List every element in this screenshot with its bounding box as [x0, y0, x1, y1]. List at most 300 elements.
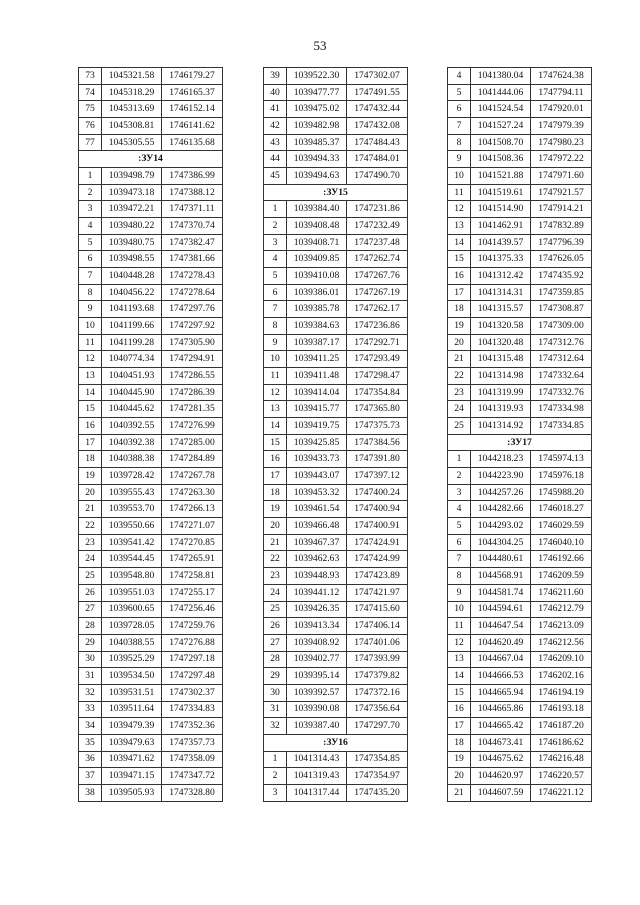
table-row [448, 551, 592, 568]
table-row [79, 368, 223, 385]
coord-x: 1039479.39 [102, 718, 162, 735]
table-row [448, 301, 592, 318]
table-row [79, 501, 223, 518]
table-row [264, 334, 408, 351]
coord-x: 1044647.54 [471, 618, 531, 635]
coord-y: 1746212.56 [531, 634, 592, 651]
coord-y: 1747297.48 [162, 668, 223, 685]
coord-y: 1745976.18 [531, 468, 592, 485]
coord-x: 1039555.43 [102, 484, 162, 501]
coord-x: 1039426.35 [287, 601, 347, 618]
point-number: 42 [264, 118, 287, 135]
point-number: 9 [448, 151, 471, 168]
coord-x: 1039408.71 [287, 234, 347, 251]
table-row [264, 634, 408, 651]
table-row [79, 134, 223, 151]
coord-x: 1041317.44 [287, 784, 347, 801]
coord-y: 1747435.92 [531, 268, 592, 285]
table-row [264, 318, 408, 335]
coord-y: 1746135.68 [162, 134, 223, 151]
point-number: 7 [448, 118, 471, 135]
coord-x: 1039473.18 [102, 184, 162, 201]
point-number: 14 [264, 418, 287, 435]
table-row [264, 451, 408, 468]
coord-x: 1044568.91 [471, 568, 531, 585]
coord-y: 1747276.88 [162, 634, 223, 651]
coord-x: 1039531.51 [102, 684, 162, 701]
coord-y: 1747354.85 [347, 751, 408, 768]
coord-x: 1044620.49 [471, 634, 531, 651]
coord-y: 1747432.44 [347, 101, 408, 118]
coord-x: 1039415.77 [287, 401, 347, 418]
table-row [79, 401, 223, 418]
coord-x: 1039411.25 [287, 351, 347, 368]
coord-x: 1041444.06 [471, 84, 531, 101]
point-number: 17 [448, 718, 471, 735]
point-number: 10 [79, 318, 102, 335]
coord-y: 1747832.89 [531, 218, 592, 235]
coord-x: 1039467.37 [287, 534, 347, 551]
coord-x: 1044304.25 [471, 534, 531, 551]
table-row [264, 434, 408, 451]
coord-y: 1746220.57 [531, 768, 592, 785]
table-row [448, 84, 592, 101]
coord-x: 1044480.61 [471, 551, 531, 568]
point-number: 38 [79, 784, 102, 801]
point-number: 25 [264, 601, 287, 618]
coord-y: 1747491.55 [347, 84, 408, 101]
point-number: 7 [264, 301, 287, 318]
table-row [79, 334, 223, 351]
coord-y: 1746216.48 [531, 751, 592, 768]
point-number: 13 [448, 651, 471, 668]
coord-y: 1747281.35 [162, 401, 223, 418]
coord-x: 1039419.75 [287, 418, 347, 435]
coord-x: 1040392.55 [102, 418, 162, 435]
coord-x: 1044675.62 [471, 751, 531, 768]
point-number: 8 [448, 568, 471, 585]
point-number: 16 [448, 268, 471, 285]
coord-y: 1747391.80 [347, 451, 408, 468]
coord-x: 1039385.78 [287, 301, 347, 318]
table-row [448, 134, 592, 151]
coord-y: 1747796.39 [531, 234, 592, 251]
table-row [79, 484, 223, 501]
coord-y: 1747286.39 [162, 384, 223, 401]
table-row [79, 651, 223, 668]
coord-y: 1747921.57 [531, 184, 592, 201]
point-number: 30 [264, 684, 287, 701]
coord-y: 1746202.16 [531, 668, 592, 685]
coord-x: 1039541.42 [102, 534, 162, 551]
point-number: 16 [79, 418, 102, 435]
point-number: 7 [79, 268, 102, 285]
table-row [448, 701, 592, 718]
coord-y: 1747421.97 [347, 584, 408, 601]
coord-x: 1039485.37 [287, 134, 347, 151]
table-row [264, 684, 408, 701]
point-number: 26 [79, 584, 102, 601]
table-row [79, 218, 223, 235]
coord-y: 1747263.30 [162, 484, 223, 501]
coord-x: 1044607.59 [471, 784, 531, 801]
point-number: 21 [264, 534, 287, 551]
coord-y: 1747393.99 [347, 651, 408, 668]
coord-x: 1040392.38 [102, 434, 162, 451]
table-row [448, 518, 592, 535]
coord-y: 1747236.86 [347, 318, 408, 335]
coord-y: 1747400.94 [347, 501, 408, 518]
coord-x: 1039471.62 [102, 751, 162, 768]
point-number: 2 [79, 184, 102, 201]
table-row [448, 384, 592, 401]
point-number: 22 [264, 551, 287, 568]
point-number: 8 [448, 134, 471, 151]
coord-x: 1044673.41 [471, 734, 531, 751]
point-number: 35 [79, 734, 102, 751]
coord-x: 1041319.99 [471, 384, 531, 401]
coord-y: 1747334.98 [531, 401, 592, 418]
coord-x: 1039402.77 [287, 651, 347, 668]
section-header-row [264, 734, 408, 751]
table-row [79, 634, 223, 651]
coord-x: 1041315.48 [471, 351, 531, 368]
coord-x: 1041508.70 [471, 134, 531, 151]
page-number: 53 [313, 38, 327, 53]
point-number: 75 [79, 101, 102, 118]
table-row [448, 168, 592, 185]
point-number: 24 [79, 551, 102, 568]
point-number: 16 [448, 701, 471, 718]
table-row [79, 568, 223, 585]
coord-x: 1039384.63 [287, 318, 347, 335]
coord-x: 1044667.04 [471, 651, 531, 668]
coord-x: 1041439.57 [471, 234, 531, 251]
point-number: 1 [264, 201, 287, 218]
coord-x: 1041193.68 [102, 301, 162, 318]
section-title: :ЗУ17 [448, 434, 592, 451]
point-number: 24 [448, 401, 471, 418]
table-row [448, 718, 592, 735]
coord-x: 1039472.21 [102, 201, 162, 218]
point-number: 23 [448, 384, 471, 401]
coord-x: 1039728.05 [102, 618, 162, 635]
coord-y: 1747484.43 [347, 134, 408, 151]
point-number: 5 [79, 234, 102, 251]
table-row [79, 518, 223, 535]
coord-y: 1746152.14 [162, 101, 223, 118]
coord-y: 1747432.08 [347, 118, 408, 135]
coord-x: 1039387.40 [287, 718, 347, 735]
table-row [264, 534, 408, 551]
coord-x: 1040456.22 [102, 284, 162, 301]
table-row [264, 118, 408, 135]
point-number: 41 [264, 101, 287, 118]
coord-y: 1747386.99 [162, 168, 223, 185]
coord-y: 1747293.49 [347, 351, 408, 368]
coord-y: 1747356.64 [347, 701, 408, 718]
coord-x: 1039425.85 [287, 434, 347, 451]
point-number: 29 [264, 668, 287, 685]
coord-x: 1039480.75 [102, 234, 162, 251]
table-row [264, 584, 408, 601]
section-title: :ЗУ14 [79, 151, 223, 168]
point-number: 10 [448, 168, 471, 185]
coord-y: 1746029.59 [531, 518, 592, 535]
table-row [264, 151, 408, 168]
coord-y: 1747388.12 [162, 184, 223, 201]
coord-y: 1747365.80 [347, 401, 408, 418]
point-number: 36 [79, 751, 102, 768]
table-row [264, 651, 408, 668]
coord-x: 1041508.36 [471, 151, 531, 168]
point-number: 31 [264, 701, 287, 718]
coord-y: 1747270.85 [162, 534, 223, 551]
section-header-row [448, 434, 592, 451]
coord-y: 1747490.70 [347, 168, 408, 185]
coord-x: 1039461.54 [287, 501, 347, 518]
table-row [264, 468, 408, 485]
table-row [448, 668, 592, 685]
table-row [264, 201, 408, 218]
table-row [264, 701, 408, 718]
table-row [264, 234, 408, 251]
point-number: 1 [79, 168, 102, 185]
coord-y: 1747371.11 [162, 201, 223, 218]
coord-x: 1039466.48 [287, 518, 347, 535]
table-row [448, 368, 592, 385]
coord-x: 1040451.93 [102, 368, 162, 385]
table-row [79, 168, 223, 185]
coord-x: 1039433.73 [287, 451, 347, 468]
coord-x: 1039386.01 [287, 284, 347, 301]
coord-x: 1044620.97 [471, 768, 531, 785]
table-row [264, 284, 408, 301]
coord-x: 1045308.81 [102, 118, 162, 135]
table-row [448, 334, 592, 351]
coord-y: 1745988.20 [531, 484, 592, 501]
coord-y: 1746192.66 [531, 551, 592, 568]
point-number: 4 [448, 501, 471, 518]
coord-y: 1746179.27 [162, 68, 223, 85]
coord-x: 1040445.90 [102, 384, 162, 401]
coord-x: 1039511.64 [102, 701, 162, 718]
table-row [79, 118, 223, 135]
coord-y: 1746018.27 [531, 501, 592, 518]
coord-y: 1747370.74 [162, 218, 223, 235]
point-number: 45 [264, 168, 287, 185]
point-number: 23 [79, 534, 102, 551]
section-title: :ЗУ15 [264, 184, 408, 201]
table-row [264, 518, 408, 535]
coord-y: 1747312.76 [531, 334, 592, 351]
coord-y: 1747624.38 [531, 68, 592, 85]
coord-x: 1045321.58 [102, 68, 162, 85]
table-row [264, 134, 408, 151]
coord-x: 1039453.32 [287, 484, 347, 501]
coord-y: 1747484.01 [347, 151, 408, 168]
point-number: 21 [448, 351, 471, 368]
coord-y: 1747237.48 [347, 234, 408, 251]
coord-x: 1040388.38 [102, 451, 162, 468]
coord-y: 1747382.47 [162, 234, 223, 251]
table-row [264, 68, 408, 85]
point-number: 20 [448, 334, 471, 351]
coord-x: 1039494.33 [287, 151, 347, 168]
coord-x: 1044223.90 [471, 468, 531, 485]
point-number: 22 [79, 518, 102, 535]
point-number: 11 [79, 334, 102, 351]
point-number: 18 [264, 484, 287, 501]
coord-x: 1041314.92 [471, 418, 531, 435]
coord-y: 1747232.49 [347, 218, 408, 235]
coord-y: 1747265.91 [162, 551, 223, 568]
coord-y: 1746194.19 [531, 684, 592, 701]
point-number: 10 [448, 601, 471, 618]
coord-x: 1039408.48 [287, 218, 347, 235]
table-row [264, 718, 408, 735]
coord-x: 1045313.69 [102, 101, 162, 118]
point-number: 23 [264, 568, 287, 585]
point-number: 11 [448, 618, 471, 635]
coord-x: 1039525.29 [102, 651, 162, 668]
coord-x: 1039522.30 [287, 68, 347, 85]
table-row [264, 418, 408, 435]
point-number: 9 [79, 301, 102, 318]
coordinates-table-right [447, 67, 592, 802]
coordinates-table-left [78, 67, 223, 802]
coord-x: 1039494.63 [287, 168, 347, 185]
coord-y: 1747305.90 [162, 334, 223, 351]
point-number: 20 [79, 484, 102, 501]
table-row [79, 718, 223, 735]
point-number: 22 [448, 368, 471, 385]
coord-y: 1747332.76 [531, 384, 592, 401]
coord-x: 1044665.42 [471, 718, 531, 735]
coord-y: 1747332.64 [531, 368, 592, 385]
table-row [448, 284, 592, 301]
table-row [79, 301, 223, 318]
coord-y: 1747271.07 [162, 518, 223, 535]
point-number: 17 [448, 284, 471, 301]
coord-x: 1039411.48 [287, 368, 347, 385]
coord-y: 1747255.17 [162, 584, 223, 601]
coord-x: 1045305.55 [102, 134, 162, 151]
point-number: 7 [448, 551, 471, 568]
coord-x: 1041514.90 [471, 201, 531, 218]
coord-y: 1747284.89 [162, 451, 223, 468]
point-number: 5 [448, 84, 471, 101]
coord-y: 1747256.46 [162, 601, 223, 618]
table-row [448, 734, 592, 751]
point-number: 15 [448, 684, 471, 701]
table-row [79, 268, 223, 285]
table-row [448, 784, 592, 801]
coord-x: 1039395.14 [287, 668, 347, 685]
table-row [448, 418, 592, 435]
coord-y: 1747259.76 [162, 618, 223, 635]
point-number: 3 [448, 484, 471, 501]
coord-y: 1747302.37 [162, 684, 223, 701]
table-row [79, 584, 223, 601]
point-number: 9 [448, 584, 471, 601]
coord-x: 1039482.98 [287, 118, 347, 135]
point-number: 39 [264, 68, 287, 85]
section-header-row [264, 184, 408, 201]
coord-y: 1747294.91 [162, 351, 223, 368]
point-number: 34 [79, 718, 102, 735]
coord-y: 1746141.62 [162, 118, 223, 135]
coord-x: 1039498.79 [102, 168, 162, 185]
coord-x: 1039413.34 [287, 618, 347, 635]
point-number: 32 [79, 684, 102, 701]
point-number: 74 [79, 84, 102, 101]
table-row [79, 751, 223, 768]
coord-x: 1039410.08 [287, 268, 347, 285]
table-row [79, 451, 223, 468]
coord-y: 1746193.18 [531, 701, 592, 718]
point-number: 17 [79, 434, 102, 451]
coord-y: 1747379.82 [347, 668, 408, 685]
coord-x: 1044257.26 [471, 484, 531, 501]
point-number: 31 [79, 668, 102, 685]
point-number: 29 [79, 634, 102, 651]
coord-y: 1747423.89 [347, 568, 408, 585]
table-row [264, 784, 408, 801]
coord-x: 1039728.42 [102, 468, 162, 485]
table-row [264, 668, 408, 685]
coord-y: 1747258.81 [162, 568, 223, 585]
section-title: :ЗУ16 [264, 734, 408, 751]
coord-x: 1041320.48 [471, 334, 531, 351]
table-row [79, 284, 223, 301]
table-row [79, 468, 223, 485]
coord-y: 1747357.73 [162, 734, 223, 751]
coord-y: 1747231.86 [347, 201, 408, 218]
coord-y: 1747298.47 [347, 368, 408, 385]
coord-x: 1041319.43 [287, 768, 347, 785]
point-number: 19 [79, 468, 102, 485]
coord-x: 1044594.61 [471, 601, 531, 618]
coord-y: 1747297.18 [162, 651, 223, 668]
point-number: 4 [448, 68, 471, 85]
table-row [264, 351, 408, 368]
point-number: 6 [448, 101, 471, 118]
coord-y: 1747920.01 [531, 101, 592, 118]
coord-x: 1039448.93 [287, 568, 347, 585]
coord-x: 1044581.74 [471, 584, 531, 601]
coord-y: 1746187.20 [531, 718, 592, 735]
coord-x: 1041521.88 [471, 168, 531, 185]
table-row [448, 684, 592, 701]
point-number: 27 [264, 634, 287, 651]
point-number: 27 [79, 601, 102, 618]
point-number: 8 [264, 318, 287, 335]
coord-x: 1041314.43 [287, 751, 347, 768]
coord-y: 1747972.22 [531, 151, 592, 168]
coord-y: 1747334.85 [531, 418, 592, 435]
point-number: 6 [448, 534, 471, 551]
point-number: 25 [448, 418, 471, 435]
coord-y: 1747297.70 [347, 718, 408, 735]
coord-y: 1747334.83 [162, 701, 223, 718]
table-row [79, 534, 223, 551]
table-row [79, 434, 223, 451]
point-number: 3 [264, 784, 287, 801]
table-row [264, 768, 408, 785]
table-row [448, 68, 592, 85]
coord-x: 1039441.12 [287, 584, 347, 601]
